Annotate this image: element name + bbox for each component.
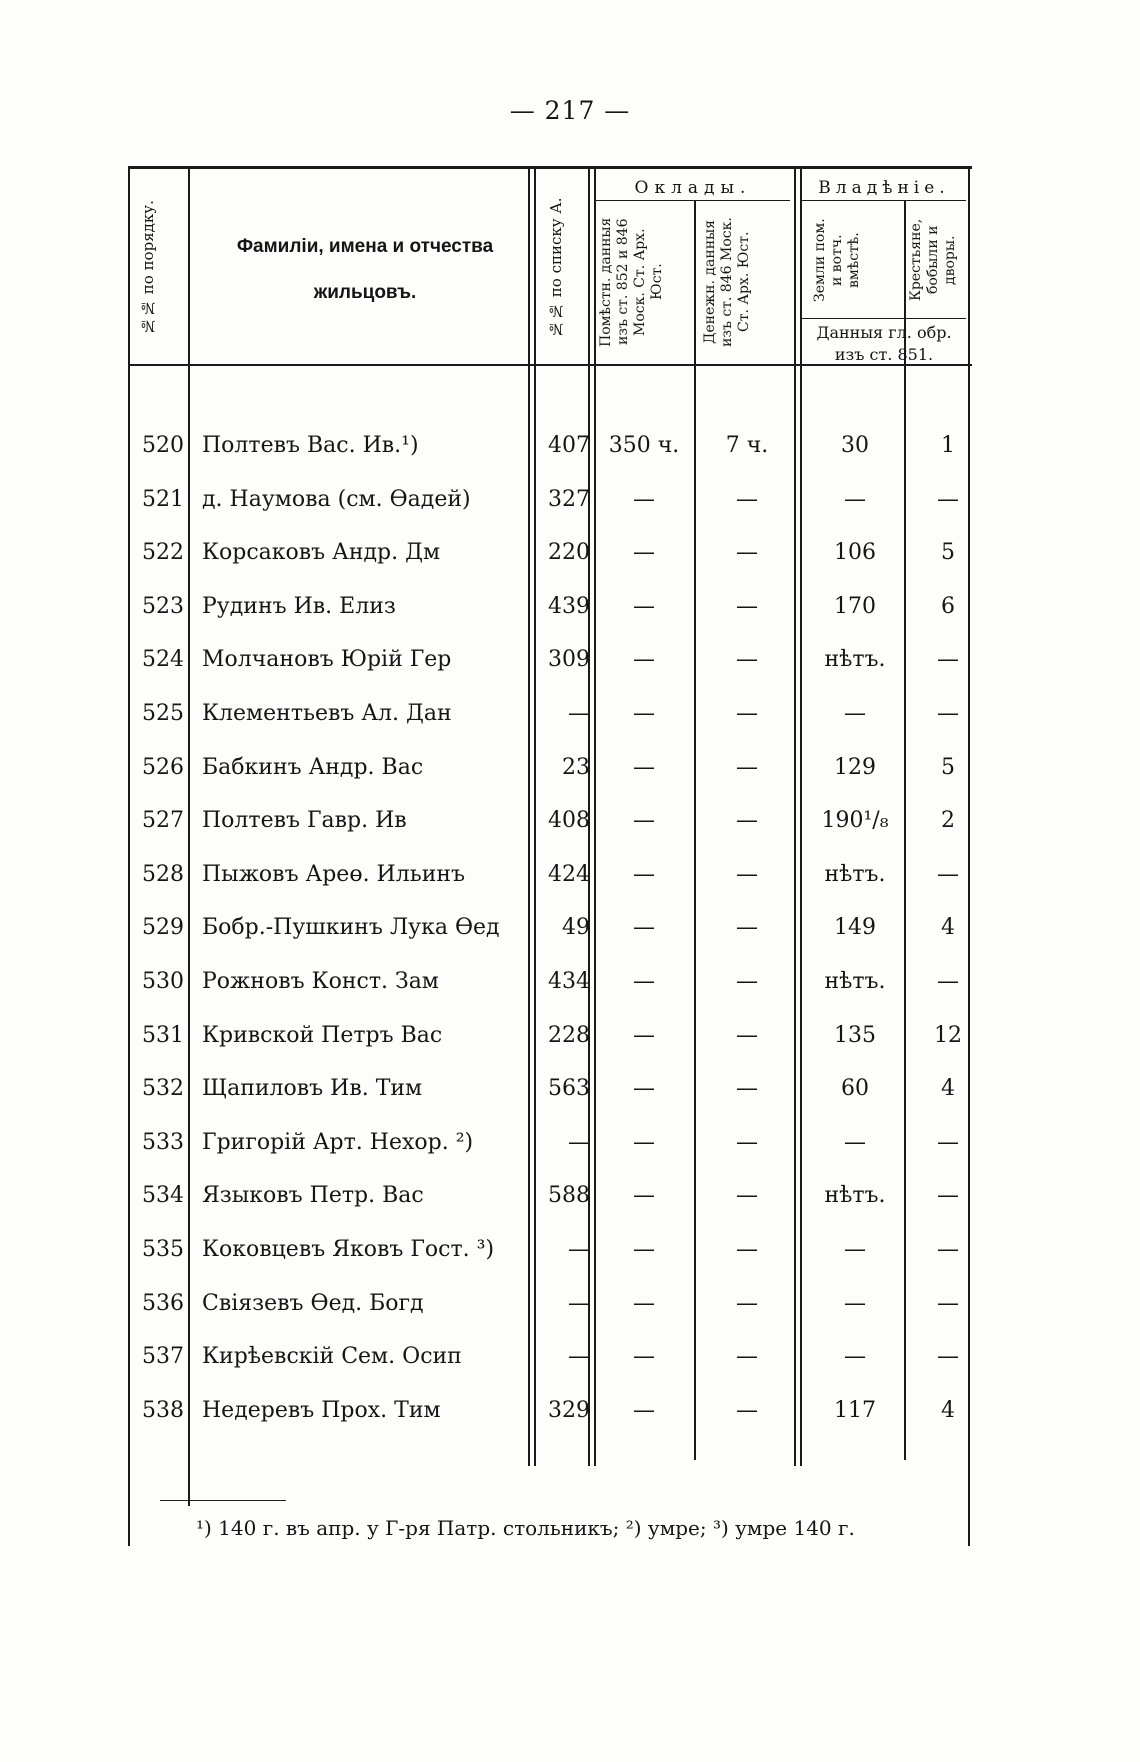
row-zemli: 170 bbox=[834, 593, 876, 619]
row-list-a: 220 bbox=[548, 540, 590, 566]
row-name: Щапиловъ Ив. Тим bbox=[202, 1076, 423, 1102]
header-zemli: Земли пом. и вотч. вмѣстѣ. bbox=[812, 218, 862, 302]
row-list-a: 434 bbox=[548, 969, 590, 994]
row-zemli: нѣтъ. bbox=[824, 861, 886, 887]
row-zemli: 135 bbox=[834, 1022, 876, 1048]
row-krest: 4 bbox=[941, 915, 955, 941]
row-pomest: — bbox=[633, 969, 655, 994]
row-name: Языковъ Петр. Вас bbox=[202, 1183, 424, 1209]
row-krest: — bbox=[937, 969, 959, 994]
row-denezh: — bbox=[736, 1290, 758, 1316]
row-zemli: — bbox=[844, 1290, 866, 1316]
row-name: Недеревъ Прох. Тим bbox=[202, 1397, 441, 1423]
row-krest: 1 bbox=[941, 433, 955, 458]
row-krest: — bbox=[937, 486, 959, 512]
row-pomest: — bbox=[633, 1237, 655, 1262]
table-row bbox=[0, 426, 1140, 466]
row-pomest: 350 ч. bbox=[608, 433, 680, 458]
row-denezh: — bbox=[736, 1129, 758, 1155]
row-pomest: — bbox=[633, 486, 655, 512]
row-denezh: 7 ч. bbox=[725, 433, 769, 458]
table-row bbox=[0, 533, 1140, 573]
table-row bbox=[0, 1176, 1140, 1216]
row-denezh: — bbox=[736, 915, 758, 941]
row-pomest: — bbox=[633, 1022, 655, 1048]
row-zemli: — bbox=[844, 1344, 866, 1370]
row-name: Рудинъ Ив. Елиз bbox=[202, 593, 396, 619]
row-zemli: 117 bbox=[834, 1397, 876, 1423]
row-denezh: — bbox=[736, 969, 758, 994]
table-row bbox=[0, 587, 1140, 627]
row-list-a: 407 bbox=[548, 433, 590, 458]
row-name: д. Наумова (см. Өадей) bbox=[202, 486, 471, 512]
row-denezh: — bbox=[736, 808, 758, 834]
row-name: Корсаковъ Андр. Дм bbox=[202, 540, 441, 566]
row-denezh: — bbox=[736, 647, 758, 673]
row-zemli: — bbox=[844, 486, 866, 512]
row-krest: — bbox=[937, 1290, 959, 1316]
row-denezh: — bbox=[736, 861, 758, 887]
row-zemli: — bbox=[844, 1237, 866, 1262]
header-names: Фамиліи, имена и отчества жильцовъ. bbox=[236, 236, 494, 303]
row-denezh: — bbox=[736, 1076, 758, 1102]
row-pomest: — bbox=[633, 593, 655, 619]
table-row bbox=[0, 1230, 1140, 1270]
row-number: 534 bbox=[142, 1183, 184, 1209]
row-number: 538 bbox=[142, 1397, 184, 1423]
row-pomest: — bbox=[633, 808, 655, 834]
row-denezh: — bbox=[736, 1022, 758, 1048]
header-order: №№ по порядку. bbox=[139, 200, 157, 336]
row-name: Свіязевъ Өед. Богд bbox=[202, 1290, 424, 1316]
row-zemli: нѣтъ. bbox=[824, 969, 886, 994]
table-row bbox=[0, 1284, 1140, 1324]
row-list-a: 329 bbox=[548, 1397, 590, 1423]
row-denezh: — bbox=[736, 540, 758, 566]
table-row bbox=[0, 801, 1140, 841]
header-vladenie: Владѣніе. bbox=[818, 178, 950, 198]
row-pomest: — bbox=[633, 701, 655, 726]
row-zemli: 106 bbox=[834, 540, 876, 566]
page-number: — 217 — bbox=[509, 96, 631, 125]
row-number: 529 bbox=[142, 915, 184, 941]
row-zemli: — bbox=[844, 701, 866, 726]
table-row bbox=[0, 640, 1140, 680]
row-number: 522 bbox=[142, 540, 184, 566]
row-number: 526 bbox=[142, 754, 184, 780]
table-row bbox=[0, 1391, 1140, 1431]
row-denezh: — bbox=[736, 1344, 758, 1370]
row-krest: — bbox=[937, 861, 959, 887]
row-krest: 5 bbox=[941, 754, 955, 780]
row-pomest: — bbox=[633, 540, 655, 566]
header-oklady: Оклады. bbox=[634, 178, 752, 198]
footnote: ¹) 140 г. въ апр. у Г-ря Патр. стольникъ; ²) умре; ³) умре 140 г. bbox=[196, 1516, 855, 1540]
row-pomest: — bbox=[633, 1397, 655, 1423]
row-name: Бобр.-Пушкинъ Лука Өед bbox=[202, 915, 500, 941]
row-krest: — bbox=[937, 1129, 959, 1155]
row-number: 536 bbox=[142, 1290, 184, 1316]
table-row bbox=[0, 748, 1140, 788]
row-krest: 6 bbox=[941, 593, 955, 619]
row-denezh: — bbox=[736, 1397, 758, 1423]
row-list-a: — bbox=[568, 1129, 590, 1155]
row-denezh: — bbox=[736, 701, 758, 726]
row-krest: 4 bbox=[941, 1076, 955, 1102]
row-zemli: 190¹/₈ bbox=[821, 808, 889, 834]
row-name: Молчановъ Юрій Гер bbox=[202, 647, 452, 673]
table-row bbox=[0, 1123, 1140, 1163]
row-number: 533 bbox=[142, 1129, 184, 1155]
row-zemli: 129 bbox=[834, 754, 876, 780]
row-list-a: 563 bbox=[548, 1076, 590, 1102]
row-denezh: — bbox=[736, 754, 758, 780]
row-denezh: — bbox=[736, 486, 758, 512]
header-pomest: Помѣстн. данныя изъ ст. 852 и 846 Моск. Ст. Арх. Юст. bbox=[598, 217, 665, 347]
row-list-a: 23 bbox=[562, 754, 590, 780]
row-name: Пыжовъ Ареө. Ильинъ bbox=[202, 861, 466, 887]
row-number: 535 bbox=[142, 1237, 184, 1262]
row-number: 525 bbox=[142, 701, 184, 726]
table-row bbox=[0, 962, 1140, 1002]
row-krest: 4 bbox=[941, 1397, 955, 1423]
row-number: 530 bbox=[142, 969, 184, 994]
table-row bbox=[0, 480, 1140, 520]
row-krest: — bbox=[937, 1237, 959, 1262]
row-pomest: — bbox=[633, 754, 655, 780]
row-krest: — bbox=[937, 1183, 959, 1209]
footnote-rule bbox=[160, 1500, 286, 1501]
row-krest: 12 bbox=[934, 1022, 962, 1048]
table-row bbox=[0, 908, 1140, 948]
row-name: Полтевъ Вас. Ив.¹) bbox=[202, 433, 419, 458]
row-number: 527 bbox=[142, 808, 184, 834]
row-list-a: 228 bbox=[548, 1022, 590, 1048]
row-denezh: — bbox=[736, 1237, 758, 1262]
row-krest: 2 bbox=[941, 808, 955, 834]
row-number: 523 bbox=[142, 593, 184, 619]
row-list-a: 49 bbox=[562, 915, 590, 941]
header-denezh: Денежн. данныя изъ ст. 846 Моск. Ст. Арх. Юст. bbox=[702, 217, 752, 347]
row-name: Григорій Арт. Нехор. ²) bbox=[202, 1129, 474, 1155]
row-number: 520 bbox=[142, 433, 184, 458]
row-name: Клементьевъ Ал. Дан bbox=[202, 701, 452, 726]
row-name: Кривской Петръ Вас bbox=[202, 1022, 443, 1048]
row-list-a: — bbox=[568, 1290, 590, 1316]
row-denezh: — bbox=[736, 593, 758, 619]
row-pomest: — bbox=[633, 1290, 655, 1316]
header-krest: Крестьяне, бобыли и дворы. bbox=[908, 218, 958, 302]
row-number: 537 bbox=[142, 1344, 184, 1370]
table-row bbox=[0, 1069, 1140, 1109]
row-number: 531 bbox=[142, 1022, 184, 1048]
row-number: 528 bbox=[142, 861, 184, 887]
row-name: Полтевъ Гавр. Ив bbox=[202, 808, 407, 834]
row-number: 521 bbox=[142, 486, 184, 512]
row-pomest: — bbox=[633, 1076, 655, 1102]
row-zemli: — bbox=[844, 1129, 866, 1155]
row-list-a: 327 bbox=[548, 486, 590, 512]
row-zemli: нѣтъ. bbox=[824, 647, 886, 673]
row-number: 524 bbox=[142, 647, 184, 673]
table-row bbox=[0, 1016, 1140, 1056]
row-denezh: — bbox=[736, 1183, 758, 1209]
table-row bbox=[0, 855, 1140, 895]
table-row bbox=[0, 694, 1140, 734]
row-list-a: 309 bbox=[548, 647, 590, 673]
row-pomest: — bbox=[633, 647, 655, 673]
row-number: 532 bbox=[142, 1076, 184, 1102]
row-pomest: — bbox=[633, 915, 655, 941]
row-list-a: 439 bbox=[548, 593, 590, 619]
row-list-a: — bbox=[568, 701, 590, 726]
row-krest: — bbox=[937, 1344, 959, 1370]
row-pomest: — bbox=[633, 1129, 655, 1155]
row-zemli: 30 bbox=[841, 433, 869, 458]
row-krest: — bbox=[937, 647, 959, 673]
row-list-a: 408 bbox=[548, 808, 590, 834]
header-list-a: №№ по списку А. bbox=[547, 197, 565, 339]
row-zemli: нѣтъ. bbox=[824, 1183, 886, 1209]
row-pomest: — bbox=[633, 1183, 655, 1209]
row-name: Коковцевъ Яковъ Гост. ³) bbox=[202, 1237, 495, 1262]
row-list-a: — bbox=[568, 1237, 590, 1262]
header-sub-note: Данныя гл. обр. изъ ст. 851. bbox=[816, 323, 952, 364]
row-name: Бабкинъ Андр. Вас bbox=[202, 754, 424, 780]
row-krest: 5 bbox=[941, 540, 955, 566]
row-pomest: — bbox=[633, 861, 655, 887]
row-name: Рожновъ Конст. Зам bbox=[202, 969, 439, 994]
row-zemli: 149 bbox=[834, 915, 876, 941]
row-pomest: — bbox=[633, 1344, 655, 1370]
table-row bbox=[0, 1337, 1140, 1377]
row-krest: — bbox=[937, 701, 959, 726]
row-list-a: 424 bbox=[548, 861, 590, 887]
row-zemli: 60 bbox=[841, 1076, 869, 1102]
row-name: Кирѣевскій Сем. Осип bbox=[202, 1344, 462, 1370]
row-list-a: 588 bbox=[548, 1183, 590, 1209]
row-list-a: — bbox=[568, 1344, 590, 1370]
